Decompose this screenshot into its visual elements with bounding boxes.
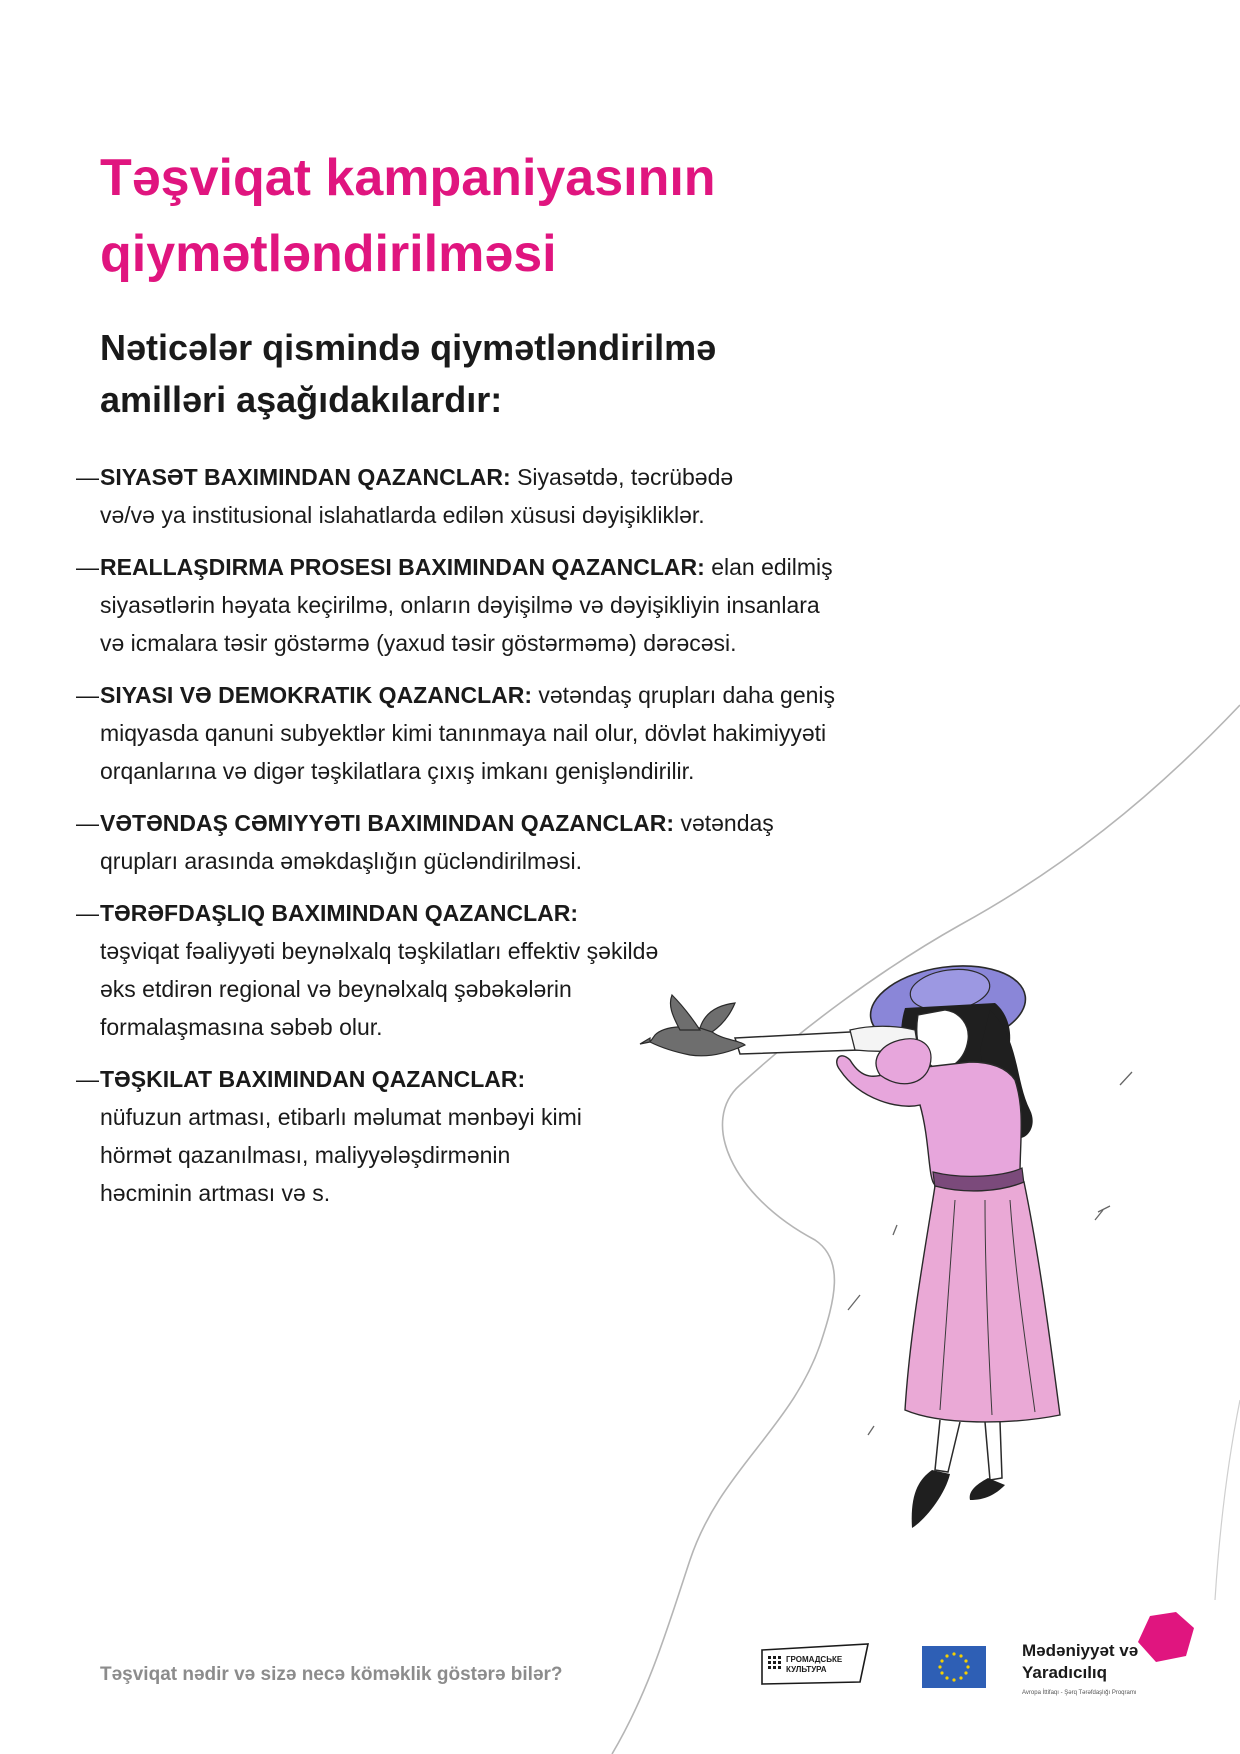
section-subtitle xyxy=(100,322,860,426)
dash-marker: — xyxy=(76,464,99,490)
dash-marker: — xyxy=(76,900,99,926)
item-text: siyasətlərin həyata keçirilmə, onların dəyişilmə və dəyişikliyin insanlara xyxy=(100,592,820,618)
item-text: və/və ya institusional islahatlarda edilən xüsusi dəyişikliklər. xyxy=(100,502,705,528)
culture-creativity-logo xyxy=(1018,1612,1198,1712)
list-item xyxy=(76,548,916,662)
brand-caption: Avropa İttifaqı - Şərq Tərəfdaşlığı Proqramı xyxy=(1022,1690,1137,1696)
brand-name xyxy=(1022,1640,1138,1684)
item-heading: TƏŞKILAT BAXIMINDAN QAZANCLAR: xyxy=(100,1066,526,1092)
dash-marker: — xyxy=(76,554,99,580)
item-text: vətəndaş qrupları daha geniş xyxy=(538,682,836,708)
title-line-1: Təşviqat kampaniyasının xyxy=(100,149,716,207)
item-text: təşviqat fəaliyyəti beynəlxalq təşkilatları effektiv şəkildə xyxy=(100,938,659,964)
hair-long xyxy=(980,1010,1033,1138)
item-text: Siyasətdə, təcrübədə xyxy=(517,464,734,490)
hair xyxy=(901,1003,1010,1082)
brand-line-2: Yaradıcılıq xyxy=(1022,1663,1108,1682)
face xyxy=(917,1010,968,1069)
list-item xyxy=(76,1060,916,1212)
list-item xyxy=(76,894,916,1046)
item-text: formalaşmasına səbəb olur. xyxy=(100,1014,383,1040)
shoe-right xyxy=(970,1478,1005,1500)
item-text: əks etdirən regional və beynəlxalq şəbəkələrin xyxy=(100,976,572,1002)
dash-marker: — xyxy=(76,682,99,708)
dash-marker: — xyxy=(76,810,99,836)
belt xyxy=(933,1168,1024,1191)
item-text: və icmalara təsir göstərmə (yaxud təsir göstərməmə) dərəcəsi. xyxy=(100,630,737,656)
shoe-left xyxy=(912,1470,950,1528)
subtitle-line-2: amilləri aşağıdakılardır: xyxy=(100,379,503,420)
skirt xyxy=(905,1182,1060,1422)
item-text: miqyasda qanuni subyektlər kimi tanınmaya nail olur, dövlət hakimiyyəti xyxy=(100,720,827,746)
dash-marker: — xyxy=(76,1066,99,1092)
hat-crown xyxy=(908,965,993,1016)
item-heading: TƏRƏFDAŞLIQ BAXIMINDAN QAZANCLAR: xyxy=(100,900,579,926)
brand-line-1: Mədəniyyət və xyxy=(1022,1641,1139,1660)
list-item xyxy=(76,458,916,534)
legs xyxy=(935,1420,1002,1480)
item-heading: VƏTƏNDAŞ CƏMIYYƏTI BAXIMINDAN QAZANCLAR: xyxy=(100,810,675,836)
pink-shape-icon xyxy=(1136,1612,1196,1664)
item-text: elan edilmiş xyxy=(711,554,833,580)
item-heading: REALLAŞDIRMA PROSESI BAXIMINDAN QAZANCLAR: xyxy=(100,554,705,580)
road-line-2 xyxy=(1215,1400,1240,1600)
list-item xyxy=(76,804,916,880)
title-line-2: qiymətləndirilməsi xyxy=(100,225,557,283)
subtitle-line-1: Nəticələr qismində qiymətləndirilmə xyxy=(100,327,717,368)
item-text: nüfuzun artması, etibarlı məlumat mənbəyi kimi xyxy=(100,1104,582,1130)
gains-list xyxy=(76,458,916,1226)
hromadske-line-1: ГРОМАДСЬКЕ xyxy=(786,1655,843,1664)
skirt-folds xyxy=(940,1200,1035,1415)
hromadske-kultura-logo xyxy=(760,1642,872,1686)
list-item xyxy=(76,676,916,790)
hromadske-line-2: КУЛЬТУРА xyxy=(786,1665,827,1674)
item-text: həcminin artması və s. xyxy=(100,1180,331,1206)
item-text: hörmət qazanılması, maliyyələşdirmənin xyxy=(100,1142,511,1168)
item-text: orqanlarına və digər təşkilatlara çıxış imkanı genişləndirilir. xyxy=(100,758,695,784)
page-title xyxy=(100,140,900,292)
item-text: vətəndaş xyxy=(680,810,774,836)
item-heading: SIYASƏT BAXIMINDAN QAZANCLAR: xyxy=(100,464,511,490)
footer-caption: Təşviqat nədir və sizə necə köməklik göstərə bilər? xyxy=(100,1664,563,1685)
item-text: qrupları arasında əməkdaşlığın gücləndirilməsi. xyxy=(100,848,582,874)
eu-flag-logo xyxy=(922,1646,986,1688)
item-heading: SIYASI VƏ DEMOKRATIK QAZANCLAR: xyxy=(100,682,532,708)
